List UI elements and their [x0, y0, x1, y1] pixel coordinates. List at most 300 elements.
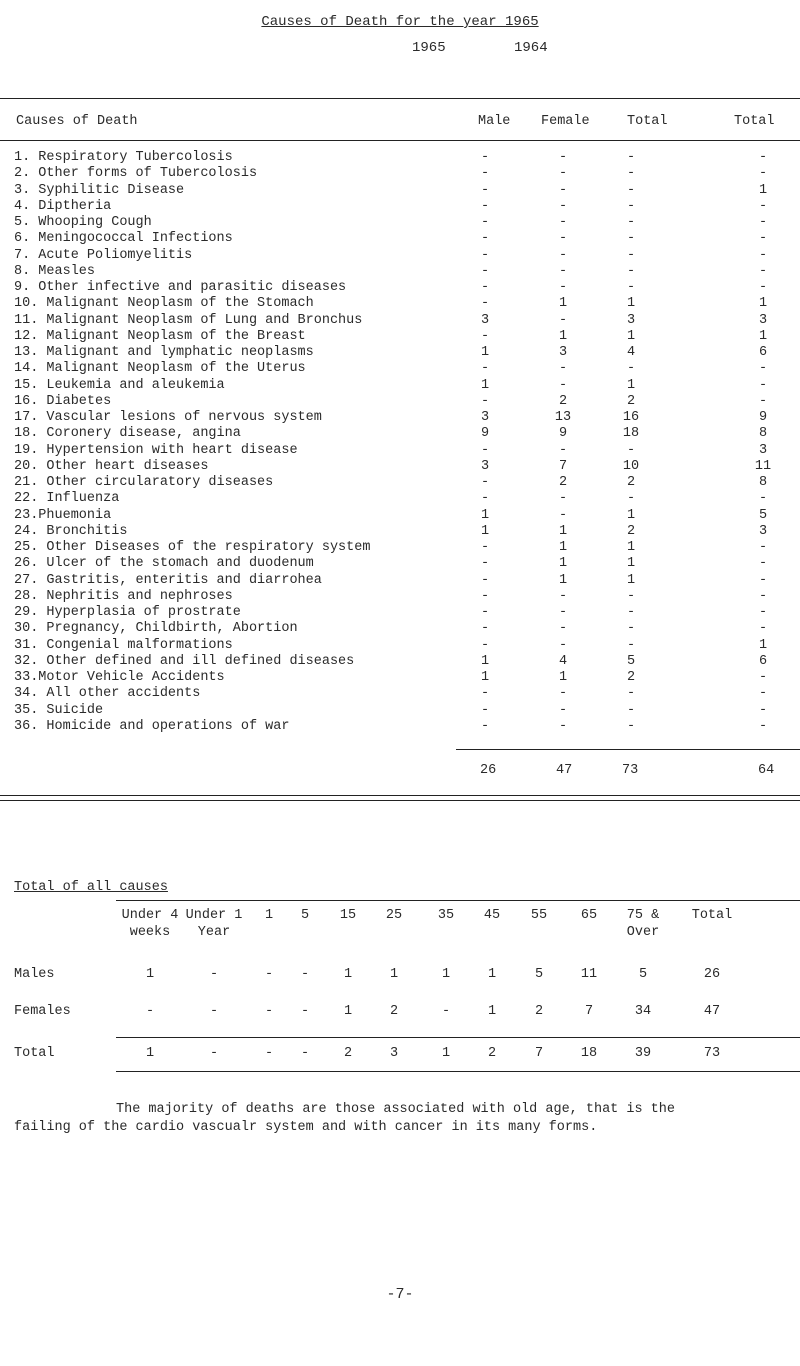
cause-label: 32. Other defined and ill defined diseases [14, 653, 355, 669]
cell-female: 4 [558, 653, 568, 669]
age-header-line1: 45 [483, 908, 501, 923]
year-current: 1965 [412, 40, 446, 56]
cell-male: - [480, 588, 490, 604]
age-cell: - [145, 1004, 155, 1019]
cell-female: 2 [558, 475, 568, 490]
cause-label: 18. Coronery disease, angina [14, 426, 241, 442]
cell-prev: 3 [758, 442, 768, 458]
cell-prev: - [758, 263, 768, 279]
header-total-prev: Total [734, 114, 775, 129]
cause-label: 21. Other circularatory diseases [14, 475, 274, 490]
table-row [0, 394, 800, 411]
age-row-label: Total [14, 1046, 55, 1061]
age-cell: 5 [638, 967, 648, 982]
cell-female: 13 [554, 410, 572, 425]
cell-female: - [558, 215, 568, 230]
cell-prev: 6 [758, 345, 768, 360]
cell-total: - [626, 231, 636, 247]
cell-male: - [480, 247, 490, 263]
cell-prev: - [758, 718, 768, 734]
cell-total: 5 [626, 653, 636, 669]
cell-prev: - [758, 491, 768, 507]
table-rule-end [0, 795, 800, 796]
cell-female: - [558, 718, 568, 734]
cell-total: 10 [622, 458, 640, 474]
cell-total: - [626, 361, 636, 377]
age-row [0, 1046, 800, 1063]
table-row [0, 313, 800, 330]
table-row [0, 443, 800, 460]
cause-label: 16. Diabetes [14, 393, 112, 409]
table-row [0, 589, 800, 606]
cell-prev: - [758, 231, 768, 247]
cell-female: - [558, 686, 568, 702]
age-cell: - [441, 1004, 451, 1019]
cause-label: 12. Malignant Neoplasm of the Breast [14, 328, 306, 344]
cell-female: 1 [558, 296, 568, 312]
age-cell: 7 [584, 1004, 594, 1019]
cell-female: 1 [558, 556, 568, 572]
age-cell: 1 [441, 967, 451, 982]
cell-total: - [626, 263, 636, 279]
table-row [0, 540, 800, 557]
cause-label: 15. Leukemia and aleukemia [14, 377, 225, 393]
cell-male: - [480, 572, 490, 588]
age-rule-total [116, 1037, 800, 1038]
cause-label: 10. Malignant Neoplasm of the Stomach [14, 296, 314, 312]
cell-male: 3 [480, 410, 490, 425]
age-header-line1: 15 [339, 908, 357, 923]
cause-label: 24. Bronchitis [14, 523, 128, 539]
cell-male: 9 [480, 426, 490, 442]
cause-label: 26. Ulcer of the stomach and duodenum [14, 556, 314, 572]
cell-prev: - [758, 377, 768, 393]
totals-row [0, 763, 800, 780]
cell-prev: - [758, 393, 768, 409]
cell-prev: 1 [758, 328, 768, 344]
cell-total: 1 [626, 540, 636, 555]
cell-female: 1 [558, 523, 568, 539]
age-cell: - [264, 967, 274, 982]
cause-label: 28. Nephritis and nephroses [14, 588, 233, 604]
cell-total: 1 [626, 572, 636, 588]
year-previous: 1964 [514, 40, 548, 56]
cell-total: - [626, 198, 636, 214]
table-row [0, 199, 800, 216]
table-row [0, 345, 800, 362]
age-header [116, 907, 184, 941]
age-cell: 18 [580, 1046, 598, 1061]
cell-male: - [480, 491, 490, 507]
age-header-line2: weeks [129, 925, 171, 940]
cell-prev: - [758, 198, 768, 214]
cell-male: - [480, 263, 490, 279]
cell-male: - [480, 231, 490, 247]
age-section-title: Total of all causes [14, 880, 168, 895]
table-row [0, 264, 800, 281]
page-number: -7- [386, 1286, 414, 1303]
age-row [0, 967, 800, 984]
cell-female: 9 [558, 426, 568, 442]
cell-total: - [626, 718, 636, 734]
cell-total: - [626, 686, 636, 702]
age-rule-top [116, 900, 800, 901]
totals-female: 47 [556, 763, 573, 778]
age-cell: 2 [389, 1004, 399, 1019]
table-row [0, 638, 800, 655]
cell-total: 2 [626, 393, 636, 409]
cause-label: 23.Phuemonia [14, 507, 112, 523]
table-row [0, 686, 800, 703]
cell-female: - [558, 280, 568, 295]
cause-label: 1. Respiratory Tubercolosis [14, 150, 233, 165]
age-cell: 1 [441, 1046, 451, 1061]
age-cell: 39 [634, 1046, 652, 1061]
table-row [0, 491, 800, 508]
cell-male: 3 [480, 458, 490, 474]
cause-label: 30. Pregnancy, Childbirth, Abortion [14, 621, 298, 637]
cell-total: 3 [626, 312, 636, 328]
note-line-2: failing of the cardio vascualr system and with cancer in its many forms. [14, 1120, 598, 1135]
age-header-line1: 5 [300, 908, 310, 923]
table-row [0, 703, 800, 720]
age-header-line1: Under 1 [185, 908, 243, 923]
cell-total: 4 [626, 345, 636, 360]
cell-female: - [558, 361, 568, 377]
age-cell: 34 [634, 1004, 652, 1019]
cell-prev: - [758, 361, 768, 377]
cell-total: - [626, 491, 636, 507]
cell-female: - [558, 621, 568, 637]
cell-female: 1 [558, 540, 568, 555]
cause-label: 8. Measles [14, 263, 96, 279]
cell-male: - [480, 166, 490, 182]
cell-male: 1 [480, 377, 490, 393]
table-row [0, 410, 800, 427]
cell-male: - [480, 605, 490, 620]
cell-female: - [558, 263, 568, 279]
age-cell: - [300, 967, 310, 982]
age-cell: - [264, 1046, 274, 1061]
cell-prev: - [758, 588, 768, 604]
cell-female: - [558, 247, 568, 263]
age-cell: 1 [145, 1046, 155, 1061]
table-row [0, 296, 800, 313]
header-rule-top [0, 98, 800, 99]
table-row [0, 719, 800, 736]
age-header-line1: 25 [385, 908, 403, 923]
age-header-line1: 1 [264, 908, 274, 923]
cell-female: - [558, 182, 568, 198]
cell-total: - [626, 247, 636, 263]
cell-total: 1 [626, 296, 636, 312]
age-header [609, 907, 677, 941]
cell-total: - [626, 702, 636, 718]
cell-total: 1 [626, 377, 636, 393]
cell-prev: - [758, 670, 768, 685]
cell-female: - [558, 605, 568, 620]
table-row [0, 654, 800, 671]
cell-prev: - [758, 247, 768, 263]
note-line-1: The majority of deaths are those associated with old age, that is the [116, 1102, 675, 1117]
age-cell: 1 [487, 967, 497, 982]
cause-label: 34. All other accidents [14, 686, 201, 702]
cause-label: 36. Homicide and operations of war [14, 718, 290, 734]
header-female: Female [541, 114, 590, 129]
table-row [0, 329, 800, 346]
cell-prev: 8 [758, 426, 768, 442]
cell-total: - [626, 637, 636, 653]
cause-label: 5. Whooping Cough [14, 215, 152, 230]
cell-total: - [626, 150, 636, 165]
cell-female: - [558, 702, 568, 718]
table-row [0, 670, 800, 687]
cell-male: 1 [480, 670, 490, 685]
table-row [0, 248, 800, 265]
table-row [0, 459, 800, 476]
cause-label: 22. Influenza [14, 491, 120, 507]
cell-male: - [480, 686, 490, 702]
table-row [0, 150, 800, 167]
table-row [0, 183, 800, 200]
age-cell: - [300, 1046, 310, 1061]
age-header-line1: 55 [530, 908, 548, 923]
cell-prev: 9 [758, 410, 768, 425]
cause-label: 17. Vascular lesions of nervous system [14, 410, 322, 425]
cell-female: 1 [558, 572, 568, 588]
cell-male: 1 [480, 523, 490, 539]
age-header-line2: Year [197, 925, 231, 940]
cell-prev: - [758, 556, 768, 572]
cell-total: - [626, 166, 636, 182]
cell-male: - [480, 637, 490, 653]
cell-total: - [626, 442, 636, 458]
cell-prev: 5 [758, 507, 768, 523]
age-row-label: Males [14, 967, 55, 982]
cell-male: - [480, 150, 490, 165]
cell-female: - [558, 637, 568, 653]
cell-total: - [626, 621, 636, 637]
age-cell: 11 [580, 967, 598, 982]
cause-label: 31. Congenial malformations [14, 637, 233, 653]
cause-label: 13. Malignant and lymphatic neoplasms [14, 345, 314, 360]
cell-total: 2 [626, 670, 636, 685]
cell-male: - [480, 328, 490, 344]
cell-male: - [480, 182, 490, 198]
cause-label: 19. Hypertension with heart disease [14, 442, 298, 458]
age-cell: - [264, 1004, 274, 1019]
cell-total: - [626, 280, 636, 295]
cell-prev: - [758, 702, 768, 718]
cell-total: - [626, 588, 636, 604]
age-cell: 7 [534, 1046, 544, 1061]
header-rule-bottom [0, 140, 800, 141]
table-row [0, 475, 800, 492]
table-row [0, 361, 800, 378]
table-row [0, 556, 800, 573]
cause-label: 2. Other forms of Tubercolosis [14, 166, 258, 182]
age-rule-bottom [116, 1071, 800, 1072]
totals-rule [456, 749, 800, 750]
cell-prev: - [758, 686, 768, 702]
age-cell: 5 [534, 967, 544, 982]
cell-prev: 6 [758, 653, 768, 669]
cell-female: - [558, 312, 568, 328]
cell-male: - [480, 198, 490, 214]
cell-prev: - [758, 215, 768, 230]
cell-prev: 1 [758, 182, 768, 198]
cell-male: - [480, 280, 490, 295]
cell-prev: 3 [758, 312, 768, 328]
table-row [0, 378, 800, 395]
table-rule-end-double [0, 800, 800, 801]
cell-female: 1 [558, 670, 568, 685]
age-cell: 1 [145, 967, 155, 982]
age-cell: 47 [703, 1004, 721, 1019]
cell-prev: 3 [758, 523, 768, 539]
table-row [0, 621, 800, 638]
cell-prev: 1 [758, 637, 768, 653]
cell-total: 1 [626, 328, 636, 344]
table-row [0, 605, 800, 622]
age-header [678, 907, 746, 941]
cell-female: - [558, 377, 568, 393]
cell-prev: 1 [758, 296, 768, 312]
cell-female: - [558, 507, 568, 523]
cell-prev: 8 [758, 475, 768, 490]
cell-male: - [480, 361, 490, 377]
age-cell: 73 [703, 1046, 721, 1061]
table-row [0, 573, 800, 590]
cause-label: 14. Malignant Neoplasm of the Uterus [14, 361, 306, 377]
cell-male: 1 [480, 345, 490, 360]
cell-prev: - [758, 280, 768, 295]
age-cell: 1 [343, 1004, 353, 1019]
cell-female: 1 [558, 328, 568, 344]
cell-female: - [558, 150, 568, 165]
cause-label: 3. Syphilitic Disease [14, 182, 185, 198]
table-row [0, 280, 800, 297]
cell-male: - [480, 215, 490, 230]
cell-prev: - [758, 572, 768, 588]
cell-total: 2 [626, 475, 636, 490]
cause-label: 7. Acute Poliomyelitis [14, 247, 193, 263]
age-cell: - [209, 1004, 219, 1019]
cause-label: 25. Other Diseases of the respiratory system [14, 540, 371, 555]
cell-female: - [558, 198, 568, 214]
age-cell: - [209, 967, 219, 982]
cell-female: - [558, 166, 568, 182]
cell-male: - [480, 702, 490, 718]
age-header-line2 [678, 924, 746, 941]
cell-male: - [480, 296, 490, 312]
table-row [0, 215, 800, 232]
age-cell: 2 [343, 1046, 353, 1061]
table-row [0, 426, 800, 443]
age-header-line1: 65 [580, 908, 598, 923]
cell-female: 7 [558, 458, 568, 474]
totals-total: 73 [622, 763, 639, 778]
age-cell: 1 [343, 967, 353, 982]
age-row-label: Females [14, 1004, 71, 1019]
age-header-line1: 75 & [626, 908, 660, 923]
age-cell: 2 [534, 1004, 544, 1019]
cell-prev: - [758, 166, 768, 182]
age-cell: 1 [389, 967, 399, 982]
header-total: Total [627, 114, 668, 129]
age-cell: 3 [389, 1046, 399, 1061]
cell-female: - [558, 442, 568, 458]
cell-male: - [480, 540, 490, 555]
cell-male: - [480, 475, 490, 490]
cell-total: 1 [626, 556, 636, 572]
age-cell: - [300, 1004, 310, 1019]
cell-female: - [558, 231, 568, 247]
cause-label: 27. Gastritis, enteritis and diarrohea [14, 572, 322, 588]
cell-female: - [558, 588, 568, 604]
age-cell: 2 [487, 1046, 497, 1061]
totals-prev: 64 [758, 763, 775, 778]
cause-label: 29. Hyperplasia of prostrate [14, 605, 241, 620]
age-header-line1: Total [691, 908, 733, 923]
cause-label: 4. Diptheria [14, 198, 112, 214]
cell-prev: - [758, 540, 768, 555]
table-row [0, 231, 800, 248]
cell-male: 1 [480, 507, 490, 523]
cell-total: - [626, 605, 636, 620]
cell-total: 2 [626, 523, 636, 539]
table-row [0, 508, 800, 525]
cell-male: 3 [480, 312, 490, 328]
age-cell: 26 [703, 967, 721, 982]
cause-label: 35. Suicide [14, 702, 104, 718]
cell-prev: 11 [754, 458, 772, 474]
header-male: Male [478, 114, 511, 129]
age-row [0, 1004, 800, 1021]
cell-male: - [480, 442, 490, 458]
cell-total: 18 [622, 426, 640, 442]
cell-male: - [480, 556, 490, 572]
age-cell: - [209, 1046, 219, 1061]
age-header-line1: Under 4 [121, 908, 179, 923]
totals-male: 26 [480, 763, 497, 778]
cause-label: 11. Malignant Neoplasm of Lung and Bronchus [14, 312, 363, 328]
cell-total: - [626, 215, 636, 230]
cell-female: - [558, 491, 568, 507]
table-row [0, 524, 800, 541]
age-header-line2: Over [626, 925, 660, 940]
cause-label: 6. Meningococcal Infections [14, 231, 233, 247]
cell-prev: - [758, 605, 768, 620]
cause-label: 20. Other heart diseases [14, 458, 209, 474]
cell-male: - [480, 621, 490, 637]
cell-total: 16 [622, 410, 640, 425]
cause-label: 9. Other infective and parasitic diseases [14, 280, 347, 295]
cell-male: - [480, 393, 490, 409]
cell-prev: - [758, 621, 768, 637]
cell-female: 2 [558, 393, 568, 409]
cell-prev: - [758, 150, 768, 165]
cause-label: 33.Motor Vehicle Accidents [14, 670, 225, 685]
cell-female: 3 [558, 345, 568, 360]
table-row [0, 166, 800, 183]
header-cause: Causes of Death [16, 114, 138, 129]
cell-male: - [480, 718, 490, 734]
age-cell: 1 [487, 1004, 497, 1019]
page-title: Causes of Death for the year 1965 [261, 14, 539, 30]
age-header-line1: 35 [437, 908, 455, 923]
cell-total: - [626, 182, 636, 198]
